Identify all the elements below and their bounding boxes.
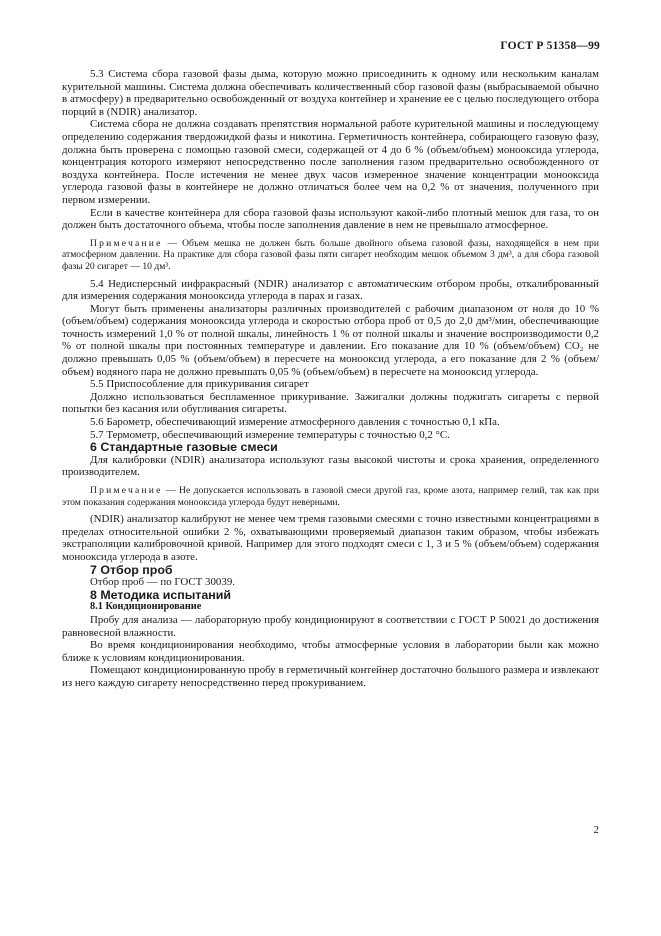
subsection-heading-8-1: 8.1 Кондиционирование	[90, 601, 202, 613]
section-heading-7: 7 Отбор проб	[90, 562, 173, 577]
paragraph-8-1-container: Помещают кондиционированную пробу в герметичный контейнер достаточно большого размера и извлекают из него каждую сигарету непосредственно перед прокуриванием.	[62, 664, 599, 689]
note-bag-volume	[62, 238, 599, 273]
paragraph-6-calibration-gases: Для калибровки (NDIR) анализатора используют газы высокой чистоты и срока хранения, определенного производителем.	[62, 453, 599, 479]
paragraph-7-sampling: Отбор проб — по ГОСТ 30039.	[90, 576, 235, 589]
note-text: — Не допускается использовать в газовой смеси другой газ, кроме азота, например гелий, так как при этом показания содержания монооксида углерода будут неверными.	[62, 485, 599, 508]
paragraph-5-4-analyzers: Могут быть применены анализаторы различных производителей с рабочим диапазоном от ноля до 10 % (объем/объем) содержания монооксида углерода и скоростью отбора проб от 0,5 до 2,0 дм³/мин, обеспечивающие точность измерений 1,0 % от полной шкалы, линейность 1 % от полной шкалы и значение воспроизводимости 0,2 % от полной шкалы при постоянных температуре и давлении. Его показание для 10 % (объем/объем) CO₂ не должно превышать 0,05 % (объем/объем) в пересчете на монооксид углерода, а его показание для 2 % (объем/объем) водяного пара не должно превышать 0,05 % (объем/объем) в пересчете на монооксид углерода.	[62, 302, 599, 378]
page-number: 2	[593, 824, 599, 836]
paragraph-5-3-bag: Если в качестве контейнера для сбора газовой фазы используют какой-либо плотный мешок для газа, то он должен быть достаточного объема, чтобы после заполнения давление в нем не превышало атмосферное.	[62, 206, 599, 232]
paragraph-5-3: 5.3 Система сбора газовой фазы дыма, которую можно присоединить к одному или нескольким каналам курительной машины. Система должна обеспечивать количественный сбор газовой фазы (выбрасываемой обычно в атмосферу) в предварительно освобожденный от воздуха контейнер и хранение ее с целью последующего отбора порций в (NDIR) анализатор.	[62, 68, 599, 118]
note-text: — Объем мешка не должен быть больше двойного объема газовой фазы, находящейся в нем при атмосферном давлении. На практике для сбора газовой фазы пяти сигарет необходим мешок объемом 3 дм³, а для сбора газовой фазы 20 сигарет — 10 дм³.	[62, 237, 599, 272]
note-helium	[62, 485, 599, 508]
paragraph-5-3-requirements: Система сбора не должна создавать препятствия нормальной работе курительной машины и последующему определению содержания твердожидкой фазы и никотина. Герметичность контейнера, собирающего газовую фазу, должна быть проверена с помощью газовой смеси, содержащей от 4 до 6 % (объем/объем) монооксида углерода, концентрация которого измеряют непосредственно после заполнения газом предварительно освобожденного от воздуха контейнера. После истечения не менее двух часов измеренное значение концентрации монооксида углерода газовой фазы в контейнере не должно отличаться более чем на 0,2 % от значения, полученного при первом измерении.	[62, 118, 599, 206]
paragraph-8-1-conditioning: Пробу для анализа — лабораторную пробу кондиционируют в соответствии с ГОСТ Р 50021 до достижения равновесной влажности.	[62, 613, 599, 639]
section-heading-6: 6 Стандартные газовые смеси	[90, 440, 278, 455]
section-heading-8: 8 Методика испытаний	[90, 587, 231, 602]
paragraph-8-1-atmosphere: Во время кондиционирования необходимо, чтобы атмосферные условия в лаборатории были как можно ближе к условиям кондиционирования.	[62, 639, 599, 664]
paragraph-5-7: 5.7 Термометр, обеспечивающий измерение температуры с точностью 0,2 °С.	[90, 428, 450, 441]
page-header: ГОСТ Р 51358—99	[500, 40, 600, 52]
paragraph-5-4: 5.4 Недисперсный инфракрасный (NDIR) анализатор с автоматическим отбором пробы, откалиброванный для измерения содержания монооксида углерода в парах и газах.	[62, 277, 599, 303]
document-body	[62, 68, 599, 690]
paragraph-5-5-lighting: Должно использоваться беспламенное прикуривание. Зажигалки должны поджигать сигареты с первой попытки без касания или обугливания сигареты.	[62, 390, 599, 416]
note-label: Примечание	[90, 237, 163, 249]
paragraph-6-calibration: (NDIR) анализатор калибруют не менее чем тремя газовыми смесями с точно известными концентрациями в пределах относительной ошибки 2 %, охватывающими проверяемый диапазон таким образом, чтобы избежать экстраполяции калибровочной кривой. Например для этого подходят смеси с 1, 3 и 5 % (объем/объем) содержания монооксида углерода в азоте.	[62, 513, 599, 563]
paragraph-5-6: 5.6 Барометр, обеспечивающий измерение атмосферного давления с точностью 0,1 кПа.	[90, 416, 500, 429]
paragraph-5-5: 5.5 Приспособление для прикуривания сигарет	[90, 378, 309, 391]
note-label: Примечание	[90, 485, 163, 496]
